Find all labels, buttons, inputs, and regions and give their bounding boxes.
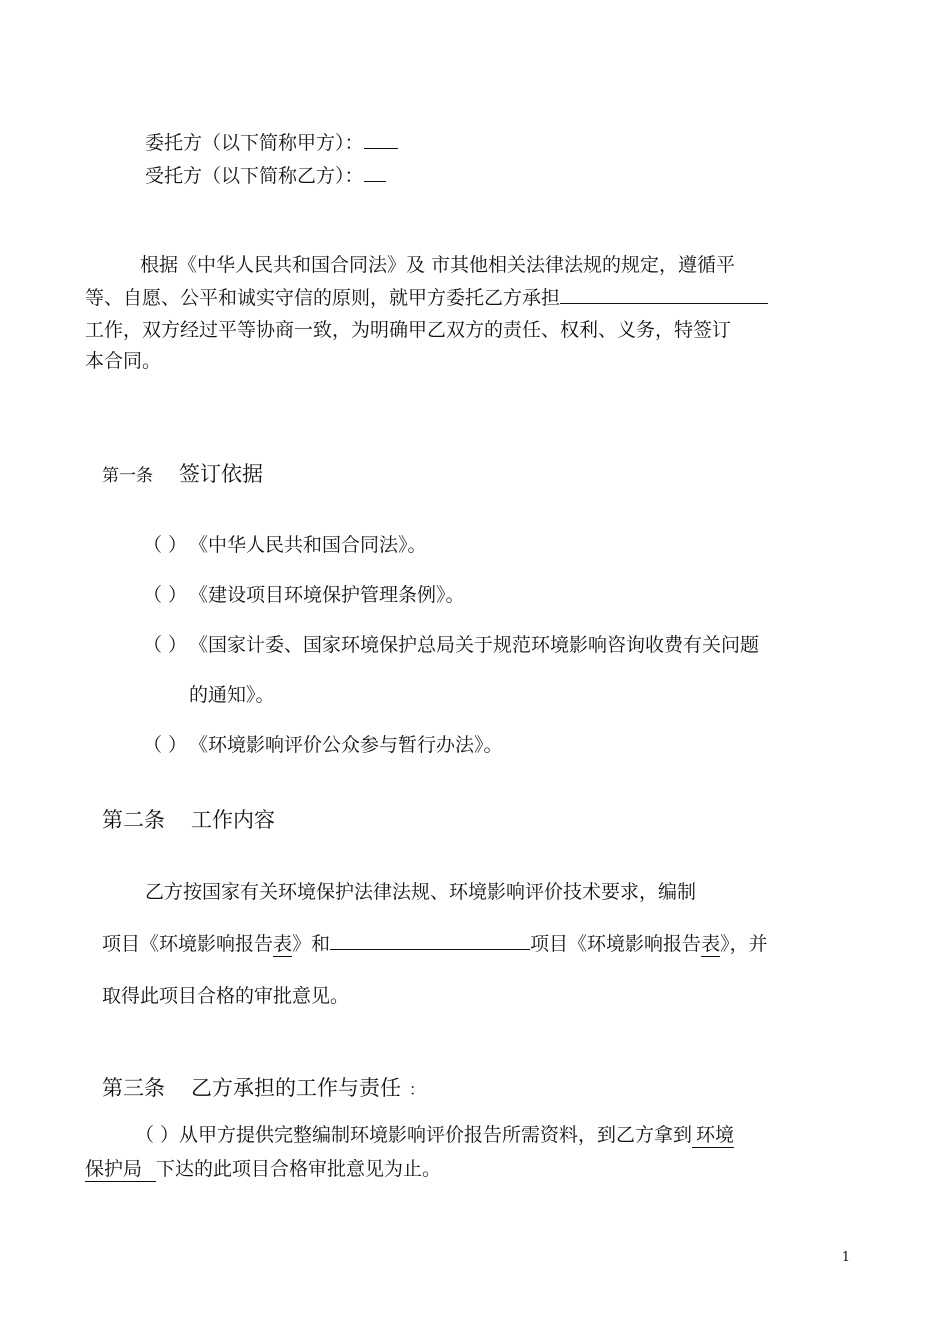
basis-item-3 xyxy=(143,630,759,657)
checkbox-paren[interactable]: （ ） xyxy=(143,734,188,756)
article-1-title: 签订依据 xyxy=(179,462,263,486)
preamble-line-3: 工作，双方经过平等协商一致，为明确甲乙双方的责任、权利、义务，特签订 xyxy=(85,319,732,341)
contractor-line xyxy=(145,161,386,188)
contractor-label: 受托方（以下简称乙方）： xyxy=(145,165,364,187)
contractor-blank[interactable] xyxy=(364,163,386,182)
article-1-heading xyxy=(102,458,263,488)
report-text-a: 项目《环境影响报告 xyxy=(102,933,274,955)
article-2-number: 第二条 xyxy=(102,808,165,832)
client-blank[interactable] xyxy=(364,130,398,149)
responsibility-line-2 xyxy=(85,1154,441,1181)
checkbox-paren[interactable]: （ ） xyxy=(143,534,188,556)
basis-item-text: 《环境影响评价公众参与暂行办法》。 xyxy=(189,734,503,756)
project-name-blank[interactable] xyxy=(330,931,530,950)
article-3-title: 乙方承担的工作与责任 xyxy=(191,1076,401,1100)
and-text-end: 》，并 xyxy=(720,933,768,955)
basis-item-text: 《国家计委、国家环境保护总局关于规范环境影响咨询收费有关问题 xyxy=(189,634,760,656)
basis-item-2 xyxy=(143,580,465,607)
work-content-line-1: 乙方按国家有关环境保护法律法规、环境影响评价技术要求，编制 xyxy=(145,881,697,903)
page-number: 1 xyxy=(841,1250,850,1265)
responsibility-text-a: （ ）从甲方提供完整编制环境影响评价报告所需资料，到乙方拿到 xyxy=(135,1124,693,1146)
basis-item-text: 《建设项目环境保护管理条例》。 xyxy=(189,584,465,606)
article-2-title: 工作内容 xyxy=(191,808,275,832)
basis-item-3-cont: 的通知》。 xyxy=(189,684,275,706)
article-1-number: 第一条 xyxy=(102,466,153,486)
work-content-line-3: 取得此项目合格的审批意见。 xyxy=(102,985,350,1007)
checkbox-paren[interactable]: （ ） xyxy=(143,634,188,656)
and-text: 》和 xyxy=(292,933,331,955)
client-line xyxy=(145,128,398,155)
article-3-number: 第三条 xyxy=(102,1076,165,1100)
basis-item-4 xyxy=(143,730,503,757)
basis-item-1 xyxy=(143,530,427,557)
preamble-line-2-text: 等、自愿、公平和诚实守信的原则，就甲方委托乙方承担 xyxy=(85,287,561,309)
basis-item-text: 《中华人民共和国合同法》。 xyxy=(189,534,427,556)
preamble-line-2 xyxy=(85,283,768,310)
report-type-b[interactable]: 表 xyxy=(701,933,721,955)
article-3-colon: ： xyxy=(409,1080,426,1099)
preamble-line-4: 本合同。 xyxy=(85,350,162,372)
article-2-heading xyxy=(102,804,275,834)
responsibility-line-1 xyxy=(135,1120,734,1147)
responsibility-text-b: 下达的此项目合格审批意见为止。 xyxy=(156,1158,442,1180)
checkbox-paren[interactable]: （ ） xyxy=(143,584,188,606)
report-type-a[interactable]: 表 xyxy=(273,933,293,955)
preamble-line-1: 根据《中华人民共和国合同法》及 市其他相关法律法规的规定，遵循平 xyxy=(140,254,736,276)
authority-fill-a[interactable]: 环境 xyxy=(692,1124,734,1148)
project-blank[interactable] xyxy=(560,285,768,304)
work-content-line-2 xyxy=(102,929,768,956)
authority-fill-b[interactable]: 保护局 xyxy=(85,1158,156,1182)
report-text-b: 项目《环境影响报告 xyxy=(530,933,702,955)
client-label: 委托方（以下简称甲方）： xyxy=(145,132,364,154)
article-3-heading xyxy=(102,1072,425,1102)
